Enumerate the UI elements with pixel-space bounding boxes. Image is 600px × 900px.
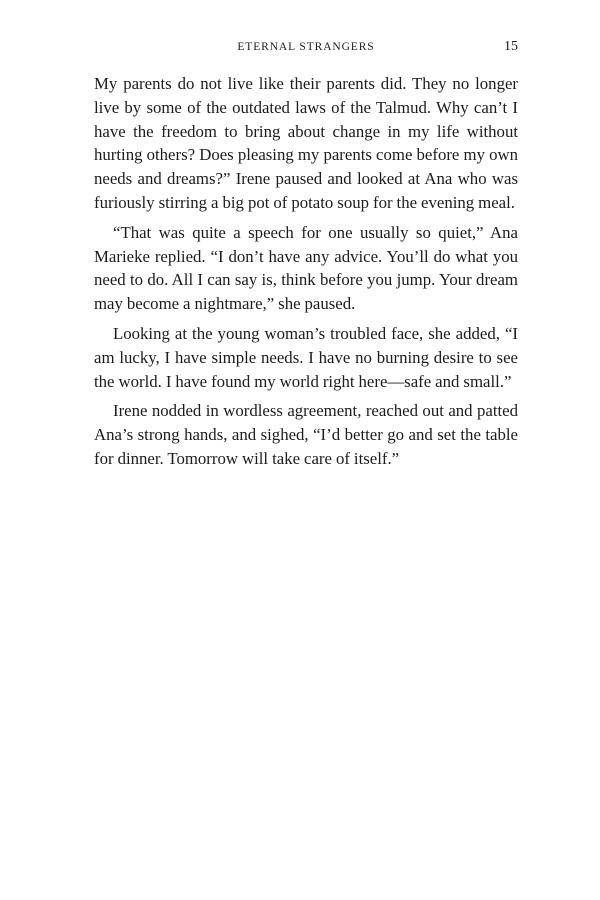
running-title: ETERNAL STRANGERS xyxy=(237,41,375,53)
paragraph-2: “That was quite a speech for one usually so quiet,” Ana Marieke replied. “I don’t have any advice. You’ll do what you need to do. All I can say is, think before you jump. Your dream may become a nightmare,” she paused. xyxy=(94,222,518,314)
running-header xyxy=(94,38,518,56)
paragraph-1: My parents do not live like their parents did. They no longer live by some of the outdated laws of the Talmud. Why can’t I have the freedom to bring about change in my life without hurting others? Does pleasing my parents come before my own needs and dreams?” Irene paused and looked at Ana who was furiously stirring a big pot of potato soup for the evening meal. xyxy=(94,74,518,212)
paragraph-3: Looking at the young woman’s troubled face, she added, “I am lucky, I have simple needs. I have no burning desire to see the world. I have found my world right here—safe and small.” xyxy=(94,323,518,391)
body-text xyxy=(94,72,518,471)
page-number: 15 xyxy=(504,39,518,54)
paragraph-4: Irene nodded in wordless agreement, reached out and patted Ana’s strong hands, and sighed, “I’d better go and set the table for dinner. Tomorrow will take care of itself.” xyxy=(94,401,518,468)
